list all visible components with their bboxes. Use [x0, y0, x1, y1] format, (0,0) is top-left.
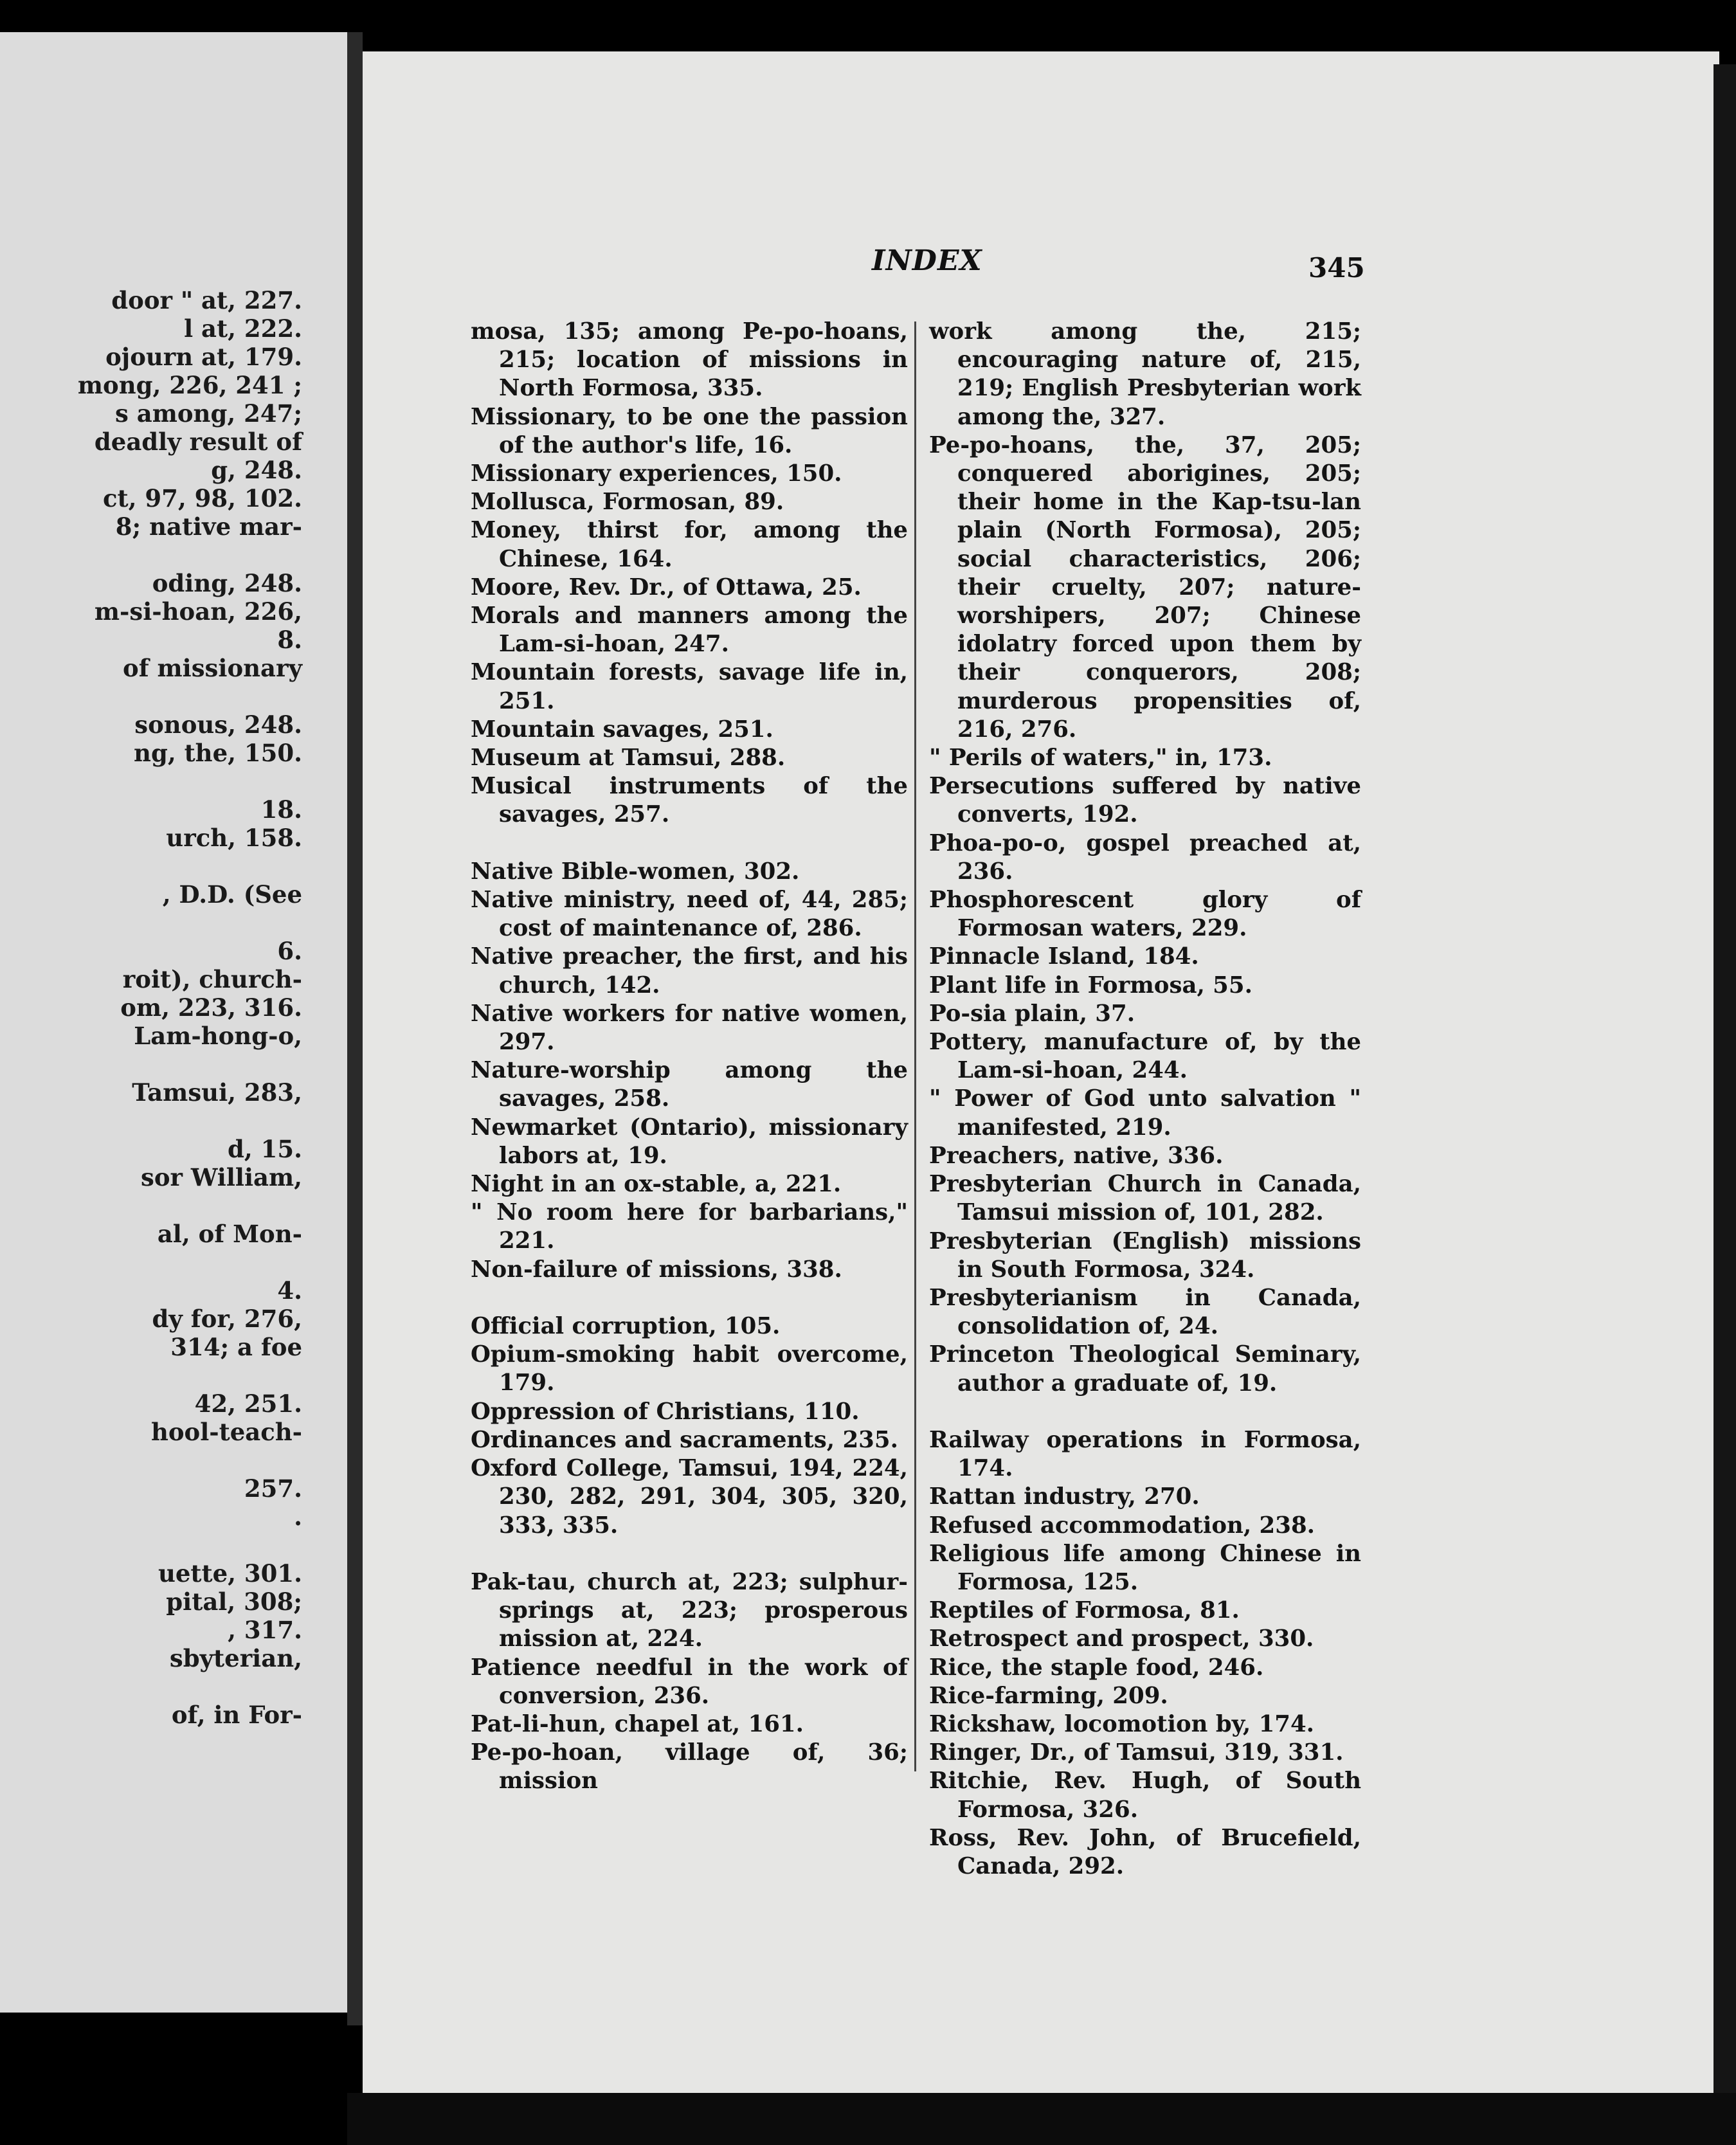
- index-entry: Princeton Theological Seminary, author a graduate of, 19.: [929, 1341, 1361, 1397]
- left-page-fragment: urch, 158.: [166, 824, 302, 852]
- left-page-fragment: dy for, 276,: [152, 1305, 302, 1333]
- index-entry: Pe-po-hoans, the, 37, 205; conquered aborigines, 205; their home in the Kap-tsu-lan plain (North Formosa), 205; social characteristics, 206; their cruelty, 207; nature-worshipers, 207; Chinese idolatry forced upon them by their conquerors, 208; murderous propensities of, 216, 276.: [929, 431, 1361, 743]
- bottom-shadow: [347, 2093, 1736, 2145]
- index-entry: Pinnacle Island, 184.: [929, 943, 1199, 970]
- index-entry: " No room here for barbarians," 221.: [471, 1199, 908, 1254]
- index-entry: " Power of God unto salvation " manifested, 219.: [929, 1085, 1361, 1141]
- left-page-fragment: ct, 97, 98, 102.: [102, 484, 302, 512]
- index-entry: Missionary, to be one the passion of the author's life, 16.: [471, 403, 908, 458]
- left-page-fragment: of, in For-: [171, 1701, 302, 1729]
- index-entry: Phosphorescent glory of Formosan waters, 229.: [929, 887, 1361, 942]
- index-entry: Money, thirst for, among the Chinese, 164.: [471, 517, 908, 572]
- index-entry: Plant life in Formosa, 55.: [929, 972, 1252, 999]
- index-entry: Refused accommodation, 238.: [929, 1512, 1316, 1539]
- left-page-fragment: Tamsui, 283,: [132, 1078, 302, 1107]
- index-entry: Moore, Rev. Dr., of Ottawa, 25.: [471, 574, 862, 601]
- left-page-fragment: deadly result of: [94, 428, 302, 456]
- left-page-fragment: 8; native mar-: [115, 512, 302, 541]
- index-entry: Patience needful in the work of conversion, 236.: [471, 1654, 908, 1709]
- index-entry: Retrospect and prospect, 330.: [929, 1625, 1314, 1652]
- left-page-fragment: ojourn at, 179.: [105, 343, 302, 371]
- index-entry: Mountain savages, 251.: [471, 716, 773, 743]
- index-entry: Mountain forests, savage life in, 251.: [471, 659, 908, 714]
- index-entry: " Perils of waters," in, 173.: [929, 745, 1272, 772]
- index-entry: Rice-farming, 209.: [929, 1682, 1168, 1709]
- left-page-fragment: d, 15.: [227, 1135, 302, 1163]
- left-page-fragment: l at, 222.: [184, 314, 302, 343]
- left-page-fragment: s among, 247;: [115, 399, 302, 428]
- left-page-fragment: 257.: [244, 1474, 302, 1503]
- left-page-fragment: 18.: [260, 795, 302, 824]
- left-page-fragment: door " at, 227.: [111, 286, 302, 314]
- index-gap: [929, 1398, 1361, 1426]
- left-page-fragment: g, 248.: [211, 456, 302, 484]
- index-entry: Ritchie, Rev. Hugh, of South Formosa, 326.: [929, 1768, 1361, 1823]
- index-entry: Morals and manners among the Lam-si-hoan, 247.: [471, 602, 908, 658]
- left-page-fragment: 42, 251.: [194, 1389, 302, 1418]
- left-page-fragment: Lam-hong-o,: [134, 1022, 302, 1050]
- index-gap: [471, 1540, 908, 1568]
- left-page-fragment: 314; a foe: [170, 1333, 302, 1361]
- left-page: [0, 32, 347, 2013]
- left-page-fragment: oding, 248.: [152, 569, 302, 597]
- index-entry: Presbyterian (English) missions in South Formosa, 324.: [929, 1227, 1361, 1283]
- left-page-fragment: al, of Mon-: [157, 1220, 302, 1248]
- left-page-fragment: m-si-hoan, 226,: [94, 597, 302, 626]
- index-entry: Po-sia plain, 37.: [929, 1000, 1135, 1027]
- index-entry: Newmarket (Ontario), missionary labors at, 19.: [471, 1114, 908, 1169]
- index-entry: Native workers for native women, 297.: [471, 1000, 908, 1056]
- left-page-fragment: .: [294, 1503, 302, 1531]
- left-page-fragment: om, 223, 316.: [120, 993, 302, 1022]
- index-entry: Nature-worship among the savages, 258.: [471, 1057, 908, 1112]
- index-gap: [471, 1284, 908, 1312]
- index-entry: Oxford College, Tamsui, 194, 224, 230, 282, 291, 304, 305, 320, 333, 335.: [471, 1455, 908, 1539]
- index-entry: Musical instruments of the savages, 257.: [471, 773, 908, 828]
- left-page-fragment: sbyterian,: [169, 1644, 302, 1672]
- index-entry: Persecutions suffered by native converts, 192.: [929, 773, 1361, 828]
- left-page-fragment: 4.: [277, 1276, 302, 1305]
- index-entry: Oppression of Christians, 110.: [471, 1398, 860, 1425]
- index-entry: mosa, 135; among Pe-po-hoans, 215; location of missions in North Formosa, 335.: [471, 318, 908, 402]
- left-page-fragment: pital, 308;: [166, 1588, 302, 1616]
- left-page-fragment: sonous, 248.: [134, 710, 302, 739]
- book-spine: [347, 32, 363, 2025]
- index-entry: Non-failure of missions, 338.: [471, 1256, 842, 1283]
- index-entry: Pottery, manufacture of, by the Lam-si-hoan, 244.: [929, 1029, 1361, 1084]
- index-entry: Preachers, native, 336.: [929, 1142, 1224, 1169]
- index-entry: Missionary experiences, 150.: [471, 460, 842, 487]
- left-page-fragment: mong, 226, 241 ;: [77, 371, 302, 399]
- left-page-fragment: roit), church-: [122, 965, 302, 993]
- index-entry: Rice, the staple food, 246.: [929, 1654, 1264, 1681]
- index-entry: Presbyterian Church in Canada, Tamsui mission of, 101, 282.: [929, 1171, 1361, 1226]
- left-page-fragment: of missionary: [123, 654, 302, 682]
- left-page-fragment: 6.: [277, 937, 302, 965]
- index-entry: Official corruption, 105.: [471, 1313, 781, 1340]
- index-entry: Ringer, Dr., of Tamsui, 319, 331.: [929, 1739, 1344, 1766]
- left-page-fragment: hool-teach-: [150, 1418, 302, 1446]
- index-entry: Presbyterianism in Canada, consolidation of, 24.: [929, 1284, 1361, 1340]
- index-entry: Phoa-po-o, gospel preached at, 236.: [929, 829, 1361, 885]
- index-entry: Ross, Rev. John, of Brucefield, Canada, 292.: [929, 1824, 1361, 1879]
- left-page-fragment: uette, 301.: [158, 1559, 302, 1588]
- index-entry: Night in an ox-stable, a, 221.: [471, 1171, 842, 1198]
- index-entry: Pat-li-hun, chapel at, 161.: [471, 1710, 804, 1737]
- index-entry: Native ministry, need of, 44, 285; cost of maintenance of, 286.: [471, 887, 908, 942]
- index-entry: Native Bible-women, 302.: [471, 858, 800, 885]
- running-head-title: INDEX: [872, 244, 982, 277]
- page-number: 345: [1308, 252, 1365, 284]
- index-column-left: [471, 318, 908, 1796]
- page-edge: [1713, 64, 1736, 2122]
- index-entry: Mollusca, Formosan, 89.: [471, 489, 784, 516]
- left-page-fragment: , 317.: [228, 1616, 302, 1644]
- left-page-fragment: sor William,: [140, 1163, 302, 1191]
- index-entry: Pak-tau, church at, 223; sulphur-springs at, 223; prosperous mission at, 224.: [471, 1568, 908, 1652]
- index-entry: Opium-smoking habit overcome, 179.: [471, 1341, 908, 1397]
- left-page-fragment: , D.D. (See: [162, 880, 302, 909]
- index-column-right: [929, 318, 1361, 1881]
- index-entry: work among the, 215; encouraging nature of, 215, 219; English Presbyterian work among the, 327.: [929, 318, 1361, 430]
- index-entry: Pe-po-hoan, village of, 36; mission: [471, 1739, 908, 1795]
- index-entry: Native preacher, the first, and his church, 142.: [471, 943, 908, 999]
- index-entry: Reptiles of Formosa, 81.: [929, 1597, 1240, 1624]
- index-entry: Religious life among Chinese in Formosa, 125.: [929, 1540, 1361, 1595]
- index-entry: Rickshaw, locomotion by, 174.: [929, 1710, 1315, 1737]
- index-entry: Ordinances and sacraments, 235.: [471, 1426, 898, 1453]
- index-entry: Museum at Tamsui, 288.: [471, 745, 786, 772]
- index-gap: [471, 829, 908, 858]
- left-page-fragment: ng, the, 150.: [134, 739, 302, 767]
- column-rule: [914, 321, 916, 1771]
- index-entry: Rattan industry, 270.: [929, 1483, 1200, 1510]
- index-entry: Railway operations in Formosa, 174.: [929, 1426, 1361, 1482]
- left-page-fragment: 8.: [277, 626, 302, 654]
